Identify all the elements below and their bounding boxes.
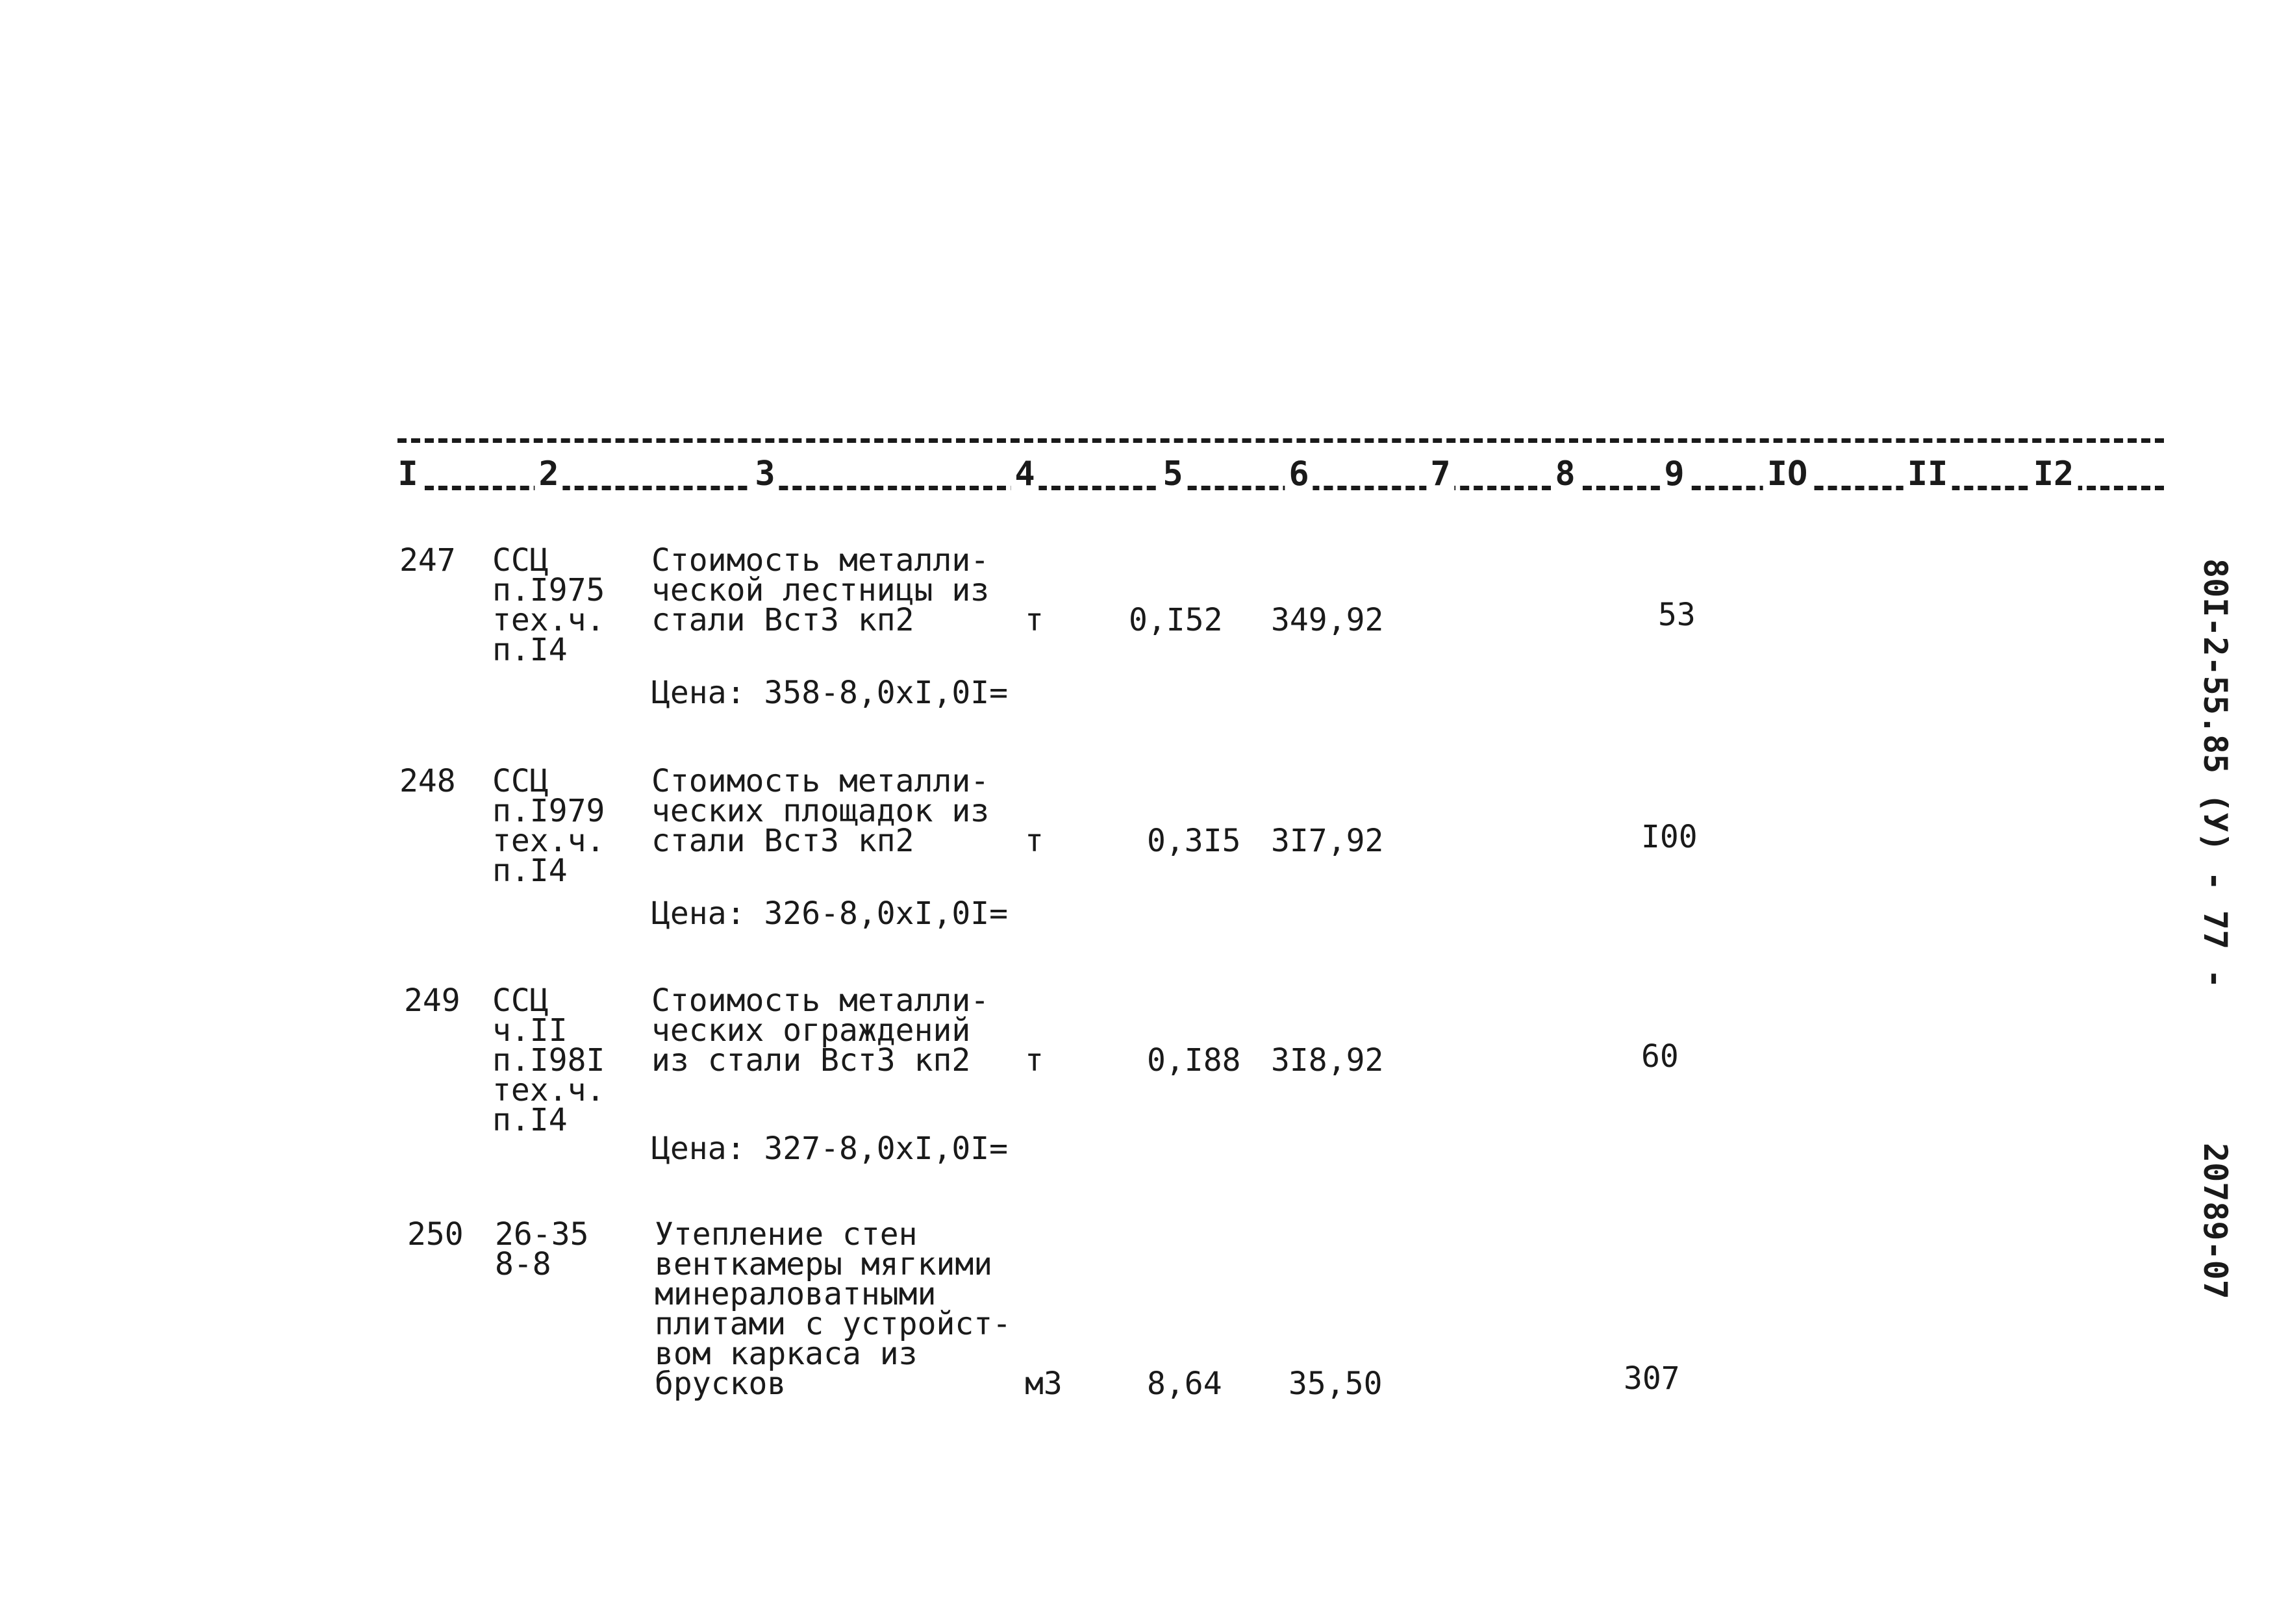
- price-note: Цена: 358-8,0хI,0I=: [651, 675, 1009, 711]
- entry-price: 3I7,92: [1271, 823, 1384, 859]
- entry-code: ССЦ п.I979 тех.ч. п.I4: [492, 763, 605, 889]
- entry-number: 250: [407, 1216, 464, 1253]
- column-number: 2: [534, 455, 562, 493]
- entry-unit: т: [1025, 602, 1044, 638]
- column-number: 4: [1011, 455, 1038, 493]
- entry-total: 53: [1658, 597, 1696, 633]
- document-number-text: 20789-07: [2196, 1143, 2234, 1299]
- column-number: 6: [1285, 455, 1313, 493]
- entry-quantity: 8,64: [1147, 1366, 1222, 1402]
- entry-unit: м3: [1025, 1366, 1062, 1402]
- column-number: 8: [1551, 455, 1579, 493]
- entry-price: 3I8,92: [1271, 1042, 1384, 1079]
- entry-total: 60: [1641, 1038, 1679, 1075]
- entry-code: ССЦ п.I975 тех.ч. п.I4: [492, 542, 605, 668]
- entry-price: 349,92: [1271, 602, 1384, 638]
- column-number: 5: [1159, 455, 1187, 493]
- column-number: II: [1904, 455, 1952, 493]
- side-document-code: [2163, 558, 2241, 1338]
- entry-description: Стоимость металли- ческой лестницы из стали Вст3 кп2: [651, 542, 990, 638]
- entry-price: 35,50: [1289, 1366, 1383, 1402]
- entry-number: 247: [399, 542, 456, 579]
- entry-quantity: 0,I88: [1147, 1042, 1241, 1079]
- entry-code: ССЦ ч.II п.I98I тех.ч. п.I4: [492, 982, 605, 1138]
- column-number: IO: [1763, 455, 1812, 493]
- column-number: I: [394, 455, 421, 493]
- column-number: 7: [1426, 455, 1454, 493]
- entry-description: Стоимость металли- ческих площадок из стали Вст3 кп2: [651, 763, 990, 859]
- price-note: Цена: 327-8,0хI,0I=: [651, 1131, 1009, 1167]
- document-code-text: 80I-2-55.85 (У) - 77 -: [2196, 558, 2234, 989]
- column-number: I2: [2030, 455, 2078, 493]
- entry-total: I00: [1641, 819, 1698, 855]
- entry-number: 249: [404, 982, 460, 1019]
- entry-description: Стоимость металли- ческих ограждений из стали Вст3 кп2: [651, 982, 990, 1079]
- price-note: Цена: 326-8,0хI,0I=: [651, 895, 1009, 932]
- entry-description: Утепление стен венткамеры мягкими минераловатными плитами с устройст- вом каркаса из брусков: [655, 1216, 1012, 1402]
- entry-quantity: 0,3I5: [1147, 823, 1241, 859]
- entry-number: 248: [399, 763, 456, 799]
- entry-code: 26-35 8-8: [495, 1216, 589, 1282]
- entry-total: 307: [1624, 1360, 1680, 1397]
- column-number: 9: [1660, 455, 1688, 493]
- header-top-rule: [397, 438, 2164, 443]
- entry-quantity: 0,I52: [1129, 602, 1223, 638]
- entry-unit: т: [1025, 823, 1044, 859]
- entry-unit: т: [1025, 1042, 1044, 1079]
- column-number: 3: [751, 455, 779, 493]
- column-number-header: [0, 455, 2288, 493]
